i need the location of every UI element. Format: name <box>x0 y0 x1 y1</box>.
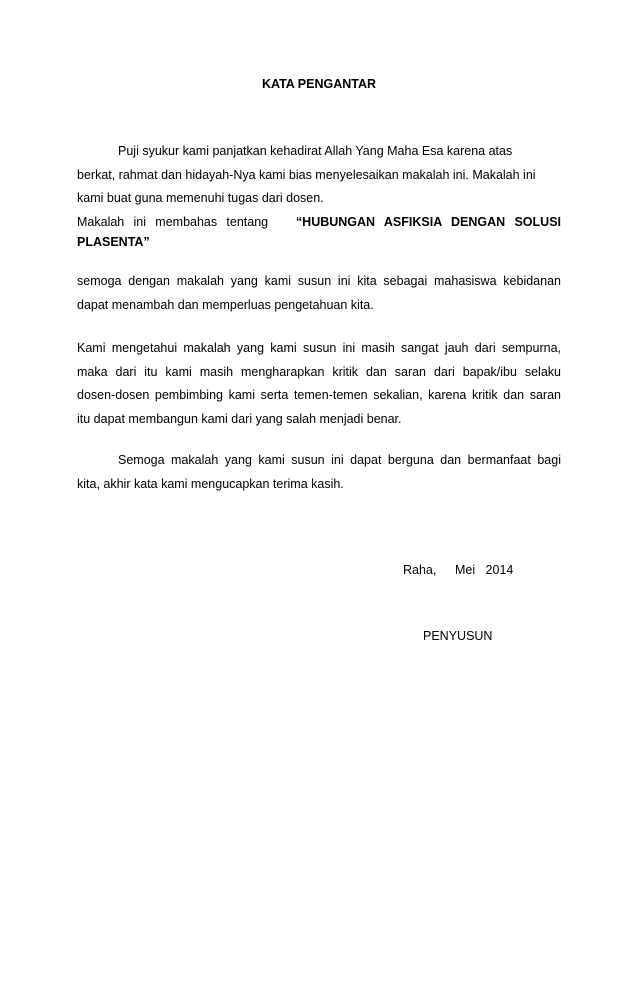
signature-author: PENYUSUN <box>423 629 493 643</box>
signature-date: Mei 2014 <box>455 563 514 577</box>
paragraph-acknowledgement <box>77 337 561 431</box>
topic-title-continued: PLASENTA” <box>77 235 150 249</box>
paragraph-line: Puji syukur kami panjatkan kehadirat Allah Yang Maha Esa karena atas <box>118 144 513 158</box>
topic-prefix: Makalah ini membahas tentang <box>77 214 269 229</box>
paragraph-line: dosen-dosen pembimbing kami serta temen-temen sekalian, karena kritik dan saran <box>77 388 561 402</box>
paragraph-line: itu dapat membangun kami dari yang salah menjadi benar. <box>77 411 402 426</box>
topic-title: “HUBUNGAN ASFIKSIA DENGAN SOLUSI <box>295 214 562 229</box>
paragraph-closing <box>77 449 561 496</box>
paragraph-line: semoga dengan makalah yang kami susun ini kita sebagai mahasiswa kebidanan <box>77 274 561 288</box>
document-title: KATA PENGANTAR <box>261 77 377 91</box>
paragraph-line: Semoga makalah yang kami susun ini dapat berguna dan bermanfaat bagi <box>118 453 561 467</box>
paragraph-line: maka dari itu kami masih mengharapkan kritik dan saran dari bapak/ibu selaku <box>77 364 561 379</box>
paragraph-line: kita, akhir kata kami mengucapkan terima kasih. <box>77 476 344 491</box>
paragraph-hope <box>77 270 561 317</box>
paragraph-line: Kami mengetahui makalah yang kami susun ini masih sangat jauh dari sempurna, <box>77 341 561 355</box>
paragraph-line: kami buat guna memenuhi tugas dari dosen. <box>77 191 324 205</box>
paragraph-intro <box>77 140 561 255</box>
paragraph-line: berkat, rahmat dan hidayah-Nya kami bias menyelesaikan makalah ini. Makalah ini <box>77 167 536 182</box>
signature-place: Raha, <box>403 563 437 577</box>
paragraph-line: dapat menambah dan memperluas pengetahuan kita. <box>77 297 374 312</box>
